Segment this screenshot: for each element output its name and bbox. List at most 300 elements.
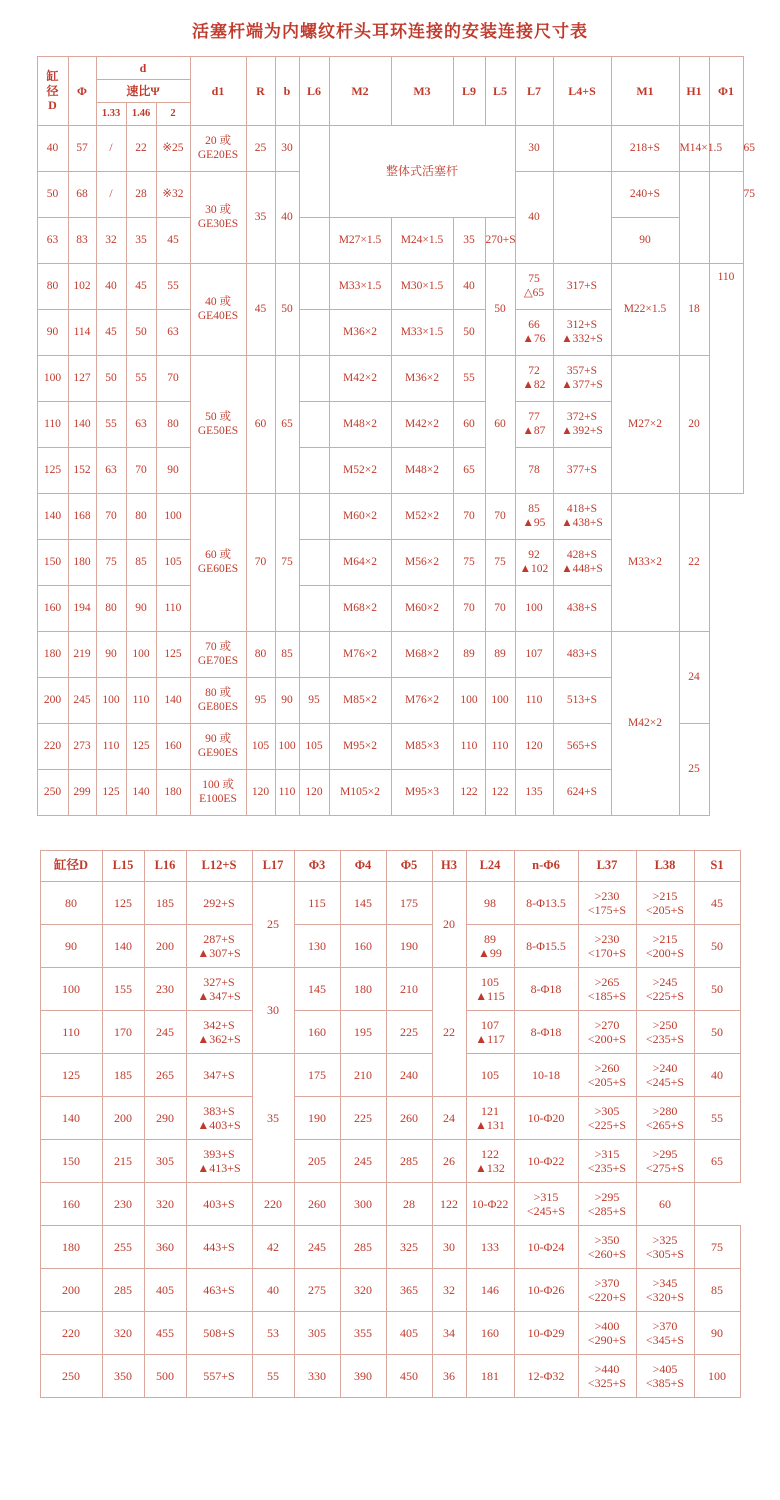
cell-t2-L38-l1: >215: [652, 888, 678, 903]
cell-L7: [515, 540, 553, 586]
cell-t2-L37-l1: >350: [594, 1232, 620, 1247]
cell-L9: 35: [453, 218, 485, 264]
header-t2-n-phi6: n-Φ6: [514, 851, 578, 882]
cell-t2-L15: 125: [102, 882, 144, 925]
cell-t2-n-phi6: 10-Φ29: [514, 1312, 578, 1355]
cell-t2-S1: 50: [694, 968, 740, 1011]
cell-t2-L16: 305: [144, 1140, 186, 1183]
cell-L6: [299, 126, 329, 218]
header-t2-L12S: L12+S: [186, 851, 252, 882]
cell-r146: 70: [126, 448, 156, 494]
cell-t2-phi3: 275: [294, 1269, 340, 1312]
header-t2-L16: L16: [144, 851, 186, 882]
header-t2-S1: S1: [694, 851, 740, 882]
cell-t2-L38-l1: >280: [652, 1103, 678, 1118]
table-row: 40 57 / 22 ※25 20 或 GE20ES 25 30 整体式活塞杆 30 218+S M14×1.5 65: [37, 126, 743, 172]
cell-t2-L37-l2: <325+S: [587, 1376, 627, 1390]
cell-t2-L38-l2: <320+S: [645, 1290, 685, 1304]
header-L7: L7: [515, 57, 553, 126]
cell-d1-l2: E100ES: [199, 792, 237, 805]
table-row: [37, 494, 743, 540]
cell-t2-L38: [636, 1226, 694, 1269]
cell-t2-n-phi6: 8-Φ13.5: [514, 882, 578, 925]
cell-t2-L38-l2: <305+S: [645, 1247, 685, 1261]
header-R: R: [246, 57, 275, 126]
cell-t2-L24: [466, 1140, 514, 1183]
cell-M3: M60×2: [391, 586, 453, 632]
cell-t2-L37-l2: <225+S: [587, 1118, 627, 1132]
cell-t2-S1: 55: [694, 1097, 740, 1140]
cell-t2-phi4: 320: [340, 1269, 386, 1312]
cell-L4S: 513+S: [553, 678, 611, 724]
cell-L4S-l1: 418+S: [566, 502, 598, 515]
table-header-row-1: [37, 57, 743, 80]
header-cylinder-bore: [37, 57, 68, 126]
cell-t2-L24: 122: [432, 1183, 466, 1226]
cell-M3: M85×3: [391, 724, 453, 770]
cell-D: 90: [37, 310, 68, 356]
cell-t2-L17: 30: [252, 968, 294, 1054]
header-t2-phi5: Φ5: [386, 851, 432, 882]
cell-integral-rod-note: 整体式活塞杆: [329, 126, 515, 218]
cell-M2: M42×2: [329, 356, 391, 402]
cell-t2-L38: [636, 1011, 694, 1054]
cell-d1-l2: GE70ES: [197, 654, 239, 667]
cell-D: 63: [37, 218, 68, 264]
cell-t2-L24-l2: ▲117: [475, 1032, 505, 1046]
cell-L9: 65: [453, 448, 485, 494]
cell-t2-L38: [636, 882, 694, 925]
cell-t2-L12S: [186, 1140, 252, 1183]
cell-L4S-l2: ▲438+S: [561, 516, 603, 529]
cell-t2-L38-l1: >295: [652, 1146, 678, 1161]
cell-d1: [190, 356, 246, 494]
cell-r146: 45: [126, 264, 156, 310]
table-row: [40, 1226, 740, 1269]
cell-phi: 245: [68, 678, 96, 724]
cell-t2-n-phi6: 8-Φ18: [514, 968, 578, 1011]
cell-L9: 75: [453, 540, 485, 586]
cell-t2-phi5: 450: [386, 1355, 432, 1398]
cell-t2-D: 80: [40, 882, 102, 925]
cell-L6: [299, 310, 329, 356]
cell-M2: M52×2: [329, 448, 391, 494]
cell-t2-phi5: 325: [386, 1226, 432, 1269]
cell-d1-l1: 80 或: [205, 686, 231, 699]
cell-phi: 273: [68, 724, 96, 770]
cell-t2-L17: 40: [252, 1269, 294, 1312]
cell-M3: M33×1.5: [391, 310, 453, 356]
header-t2-L37: L37: [578, 851, 636, 882]
cell-t2-S1: 45: [694, 882, 740, 925]
cell-H1: 25: [679, 724, 709, 816]
cell-L6: 95: [299, 678, 329, 724]
cell-t2-L16: 290: [144, 1097, 186, 1140]
cell-L6: 105: [299, 724, 329, 770]
cell-t2-L15: 170: [102, 1011, 144, 1054]
cell-t2-n-phi6: 10-Φ24: [514, 1226, 578, 1269]
cell-d1-l1: 30 或: [205, 203, 231, 216]
cell-t2-L37-l2: <170+S: [587, 946, 627, 960]
cell-t2-H3: 30: [432, 1226, 466, 1269]
cell-b: 30: [275, 126, 299, 172]
cell-t2-L37: [578, 1226, 636, 1269]
cell-L7: 120: [515, 724, 553, 770]
cell-L9: 60: [453, 402, 485, 448]
cell-r146: 85: [126, 540, 156, 586]
cell-r133: 125: [96, 770, 126, 816]
cell-t2-L12S: [186, 1011, 252, 1054]
cell-r2: 125: [156, 632, 190, 678]
cell-r2: 160: [156, 724, 190, 770]
cell-M1: M27×2: [611, 356, 679, 494]
cell-d1-l2: GE80ES: [197, 700, 239, 713]
cell-r133: 63: [96, 448, 126, 494]
cell-d1: [190, 678, 246, 724]
cell-t2-L12S: 557+S: [186, 1355, 252, 1398]
table-row: [37, 264, 743, 310]
cell-t2-phi3: 160: [294, 1011, 340, 1054]
cell-D: 125: [37, 448, 68, 494]
cell-t2-L37: [578, 882, 636, 925]
header-t2-phi4: Φ4: [340, 851, 386, 882]
cell-L6: [299, 586, 329, 632]
cell-t2-L38-l2: <345+S: [645, 1333, 685, 1347]
header-b: b: [275, 57, 299, 126]
cell-L6: [299, 632, 329, 678]
cell-t2-L38-l2: <225+S: [645, 989, 685, 1003]
cell-L7-l2: ▲95: [522, 516, 546, 529]
cell-L7-l1: 75: [528, 272, 540, 285]
cell-t2-L37-l1: >305: [594, 1103, 620, 1118]
cell-t2-L37-l1: >230: [594, 888, 620, 903]
cell-t2-phi3: 190: [294, 1097, 340, 1140]
cell-t2-L16: 265: [144, 1054, 186, 1097]
cell-r146: 125: [126, 724, 156, 770]
cell-d1: [190, 770, 246, 816]
cell-t2-phi5: 210: [386, 968, 432, 1011]
cell-M3: M76×2: [391, 678, 453, 724]
cell-phi: 194: [68, 586, 96, 632]
cell-L6: [299, 540, 329, 586]
header-t2-L38: L38: [636, 851, 694, 882]
cell-L7: [515, 310, 553, 356]
cell-L4S: 270+S: [485, 218, 515, 264]
cell-t2-phi4: 355: [340, 1312, 386, 1355]
cell-R: 70: [246, 494, 275, 632]
cell-t2-S1: 60: [636, 1183, 694, 1226]
cell-t2-phi3: 175: [294, 1054, 340, 1097]
cell-L5: 60: [485, 356, 515, 494]
cell-D: 220: [37, 724, 68, 770]
cell-t2-D: 180: [40, 1226, 102, 1269]
cell-L4S-l1: 312+S: [566, 318, 598, 331]
cell-t2-phi5: 190: [386, 925, 432, 968]
cell-r2: 63: [156, 310, 190, 356]
cell-t2-phi3: 130: [294, 925, 340, 968]
cell-t2-L24-l2: ▲99: [478, 946, 502, 960]
header-M3: M3: [391, 57, 453, 126]
header-L9: L9: [453, 57, 485, 126]
cell-d1: [190, 632, 246, 678]
cell-r146: 35: [126, 218, 156, 264]
cell-L5: 30: [515, 126, 553, 172]
cell-t2-H3: 36: [432, 1355, 466, 1398]
header-t2-L24: L24: [466, 851, 514, 882]
cell-phi: 180: [68, 540, 96, 586]
cell-t2-L37: [578, 1312, 636, 1355]
cell-d1: [190, 264, 246, 356]
cell-t2-L12S-l2: ▲347+S: [197, 989, 241, 1003]
cell-d1-l2: GE60ES: [197, 562, 239, 575]
cell-d1-l2: GE20ES: [197, 148, 239, 161]
cell-t2-L37-l1: >260: [594, 1060, 620, 1075]
cell-t2-L38: [636, 1312, 694, 1355]
cell-L4S-l1: 357+S: [566, 364, 598, 377]
cell-t2-L38: [636, 925, 694, 968]
cell-t2-phi4: 260: [294, 1183, 340, 1226]
cell-L7-l2: ▲102: [519, 562, 549, 575]
cell-M2: M95×2: [329, 724, 391, 770]
cell-t2-L37-l1: >440: [594, 1361, 620, 1376]
cell-t2-L16: 320: [144, 1183, 186, 1226]
cell-r2: ※25: [156, 126, 190, 172]
cell-d1: [190, 724, 246, 770]
header-L5: L5: [485, 57, 515, 126]
cell-D: 250: [37, 770, 68, 816]
cell-t2-L15: 215: [102, 1140, 144, 1183]
cell-phi: 168: [68, 494, 96, 540]
cell-L4S: [553, 494, 611, 540]
header-ratio-2: 2: [156, 103, 190, 126]
cell-t2-L24-l1: 107: [481, 1017, 499, 1032]
cell-L7: 110: [515, 678, 553, 724]
cell-r133: /: [96, 126, 126, 172]
cell-t2-L15: 320: [102, 1312, 144, 1355]
cell-d1: [190, 172, 246, 264]
cell-t2-L24: 133: [466, 1226, 514, 1269]
cell-t2-D: 220: [40, 1312, 102, 1355]
cell-M3: M52×2: [391, 494, 453, 540]
cell-t2-L24-l2: ▲132: [475, 1161, 505, 1175]
cell-t2-L12S: 403+S: [186, 1183, 252, 1226]
cell-L9: 70: [453, 586, 485, 632]
cell-r146: 80: [126, 494, 156, 540]
cell-t2-L12S-l1: 383+S: [203, 1103, 235, 1118]
cell-t2-n-phi6: 10-Φ22: [466, 1183, 514, 1226]
header-d-group: d: [96, 57, 190, 80]
cell-L4S-l2: ▲392+S: [561, 424, 603, 437]
cell-t2-L37: [578, 1054, 636, 1097]
cell-L5: 122: [485, 770, 515, 816]
cell-r146: 55: [126, 356, 156, 402]
cell-b: 85: [275, 632, 299, 678]
cell-r133: 50: [96, 356, 126, 402]
cell-D: 40: [37, 126, 68, 172]
cell-t2-L37: [578, 1097, 636, 1140]
page-title: 活塞杆端为内螺纹杆头耳环连接的安装连接尺寸表: [192, 22, 588, 41]
cell-L6: 120: [299, 770, 329, 816]
cell-d1-l2: GE90ES: [197, 746, 239, 759]
cell-t2-L24: 146: [466, 1269, 514, 1312]
cell-t2-phi5: 365: [386, 1269, 432, 1312]
header-ratio-133: 1.33: [96, 103, 126, 126]
cell-t2-H3: 28: [386, 1183, 432, 1226]
cell-t2-phi3: 115: [294, 882, 340, 925]
cell-t2-L38-l2: <265+S: [645, 1118, 685, 1132]
cell-t2-phi4: 145: [340, 882, 386, 925]
cell-t2-D: 90: [40, 925, 102, 968]
cell-t2-D: 110: [40, 1011, 102, 1054]
cell-t2-phi4: 180: [340, 968, 386, 1011]
cell-t2-L37-l1: >230: [594, 931, 620, 946]
cell-t2-L38: [636, 1140, 694, 1183]
cell-r133: 90: [96, 632, 126, 678]
header-t2-phi3: Φ3: [294, 851, 340, 882]
cell-b: 100: [275, 724, 299, 770]
cell-t2-L24-l2: ▲115: [475, 989, 505, 1003]
cell-D: 50: [37, 172, 68, 218]
cell-d1-l2: GE50ES: [197, 424, 239, 437]
cell-r2: 55: [156, 264, 190, 310]
cell-L7-l2: △65: [523, 286, 545, 299]
cell-r133: 80: [96, 586, 126, 632]
cell-t2-L16: 455: [144, 1312, 186, 1355]
cell-t2-L37-l2: <290+S: [587, 1333, 627, 1347]
cell-t2-L24: 98: [466, 882, 514, 925]
cell-L4S-l2: ▲448+S: [561, 562, 603, 575]
cell-t2-L37-l2: <245+S: [526, 1204, 566, 1218]
cell-t2-n-phi6: 12-Φ32: [514, 1355, 578, 1398]
cell-t2-phi4: 245: [340, 1140, 386, 1183]
cell-t2-L38-l2: <235+S: [645, 1032, 685, 1046]
cell-L6: [299, 356, 329, 402]
cell-M1: M14×1.5: [679, 126, 709, 172]
cell-b: 90: [275, 678, 299, 724]
cell-t2-L24-l1: 122: [481, 1146, 499, 1161]
cell-t2-L38-l2: <245+S: [645, 1075, 685, 1089]
cell-t2-L37: [578, 1355, 636, 1398]
cell-t2-L24: 181: [466, 1355, 514, 1398]
cell-r133: /: [96, 172, 126, 218]
cell-r146: 50: [126, 310, 156, 356]
header-t2-D: 缸径D: [40, 851, 102, 882]
cell-M3: M95×3: [391, 770, 453, 816]
cell-t2-phi3: 305: [294, 1312, 340, 1355]
cell-phi: 299: [68, 770, 96, 816]
cell-t2-L37-l2: <175+S: [587, 903, 627, 917]
header-L4S: L4+S: [553, 57, 611, 126]
cell-t2-L12S-l2: ▲413+S: [197, 1161, 241, 1175]
cell-t2-D: 200: [40, 1269, 102, 1312]
cell-r2: 180: [156, 770, 190, 816]
cell-t2-D: 140: [40, 1097, 102, 1140]
cell-t2-phi4: 390: [340, 1355, 386, 1398]
cell-L7: 107: [515, 632, 553, 678]
cell-t2-phi5: 225: [386, 1011, 432, 1054]
header-t2-H3: H3: [432, 851, 466, 882]
cell-r146: 90: [126, 586, 156, 632]
cell-L7: [553, 172, 611, 264]
cell-M3: M56×2: [391, 540, 453, 586]
cell-M2: M27×1.5: [329, 218, 391, 264]
cell-t2-L38-l1: >295: [594, 1189, 620, 1204]
header-L6: L6: [299, 57, 329, 126]
cell-L7-l2: ▲87: [522, 424, 546, 437]
cell-t2-H3: 20: [432, 882, 466, 968]
cell-b: 40: [275, 172, 299, 264]
cell-R: 60: [246, 356, 275, 494]
cell-t2-L12S-l2: ▲307+S: [197, 946, 241, 960]
cell-L4S: 218+S: [611, 126, 679, 172]
header-phi1: Φ1: [709, 57, 743, 126]
cell-t2-L15: 200: [102, 1097, 144, 1140]
cell-r146: 28: [126, 172, 156, 218]
cell-t2-phi3: 205: [294, 1140, 340, 1183]
header-d1: d1: [190, 57, 246, 126]
cell-d1: [190, 126, 246, 172]
cell-t2-L38-l2: <285+S: [587, 1204, 627, 1218]
cell-L7: 100: [515, 586, 553, 632]
cell-t2-L37: [578, 1011, 636, 1054]
cell-t2-L37-l2: <235+S: [587, 1161, 627, 1175]
cell-L7: [553, 126, 611, 172]
cell-D: 160: [37, 586, 68, 632]
cell-L6: [299, 448, 329, 494]
cell-t2-L15: 185: [102, 1054, 144, 1097]
cell-t2-L24: 160: [466, 1312, 514, 1355]
cell-phi: 219: [68, 632, 96, 678]
table-row: [37, 356, 743, 402]
cell-t2-L38: [578, 1183, 636, 1226]
cell-r133: 55: [96, 402, 126, 448]
cell-t2-L17: 42: [252, 1226, 294, 1269]
cell-r2: 45: [156, 218, 190, 264]
cell-t2-phi3: 220: [252, 1183, 294, 1226]
cell-phi: 114: [68, 310, 96, 356]
cell-t2-L24-l1: 105: [481, 974, 499, 989]
cell-L7-l1: 66: [528, 318, 540, 331]
cell-t2-L24-l1: 89: [484, 931, 496, 946]
header-ratio-146: 1.46: [126, 103, 156, 126]
cell-d1-l1: 50 或: [205, 410, 231, 423]
cell-phi: 102: [68, 264, 96, 310]
cell-t2-L37-l1: >315: [594, 1146, 620, 1161]
cell-t2-L12S: 347+S: [186, 1054, 252, 1097]
cell-t2-L17: 25: [252, 882, 294, 968]
cell-t2-H3: 34: [432, 1312, 466, 1355]
cell-t2-L12S: 463+S: [186, 1269, 252, 1312]
cell-r133: 75: [96, 540, 126, 586]
cell-r146: 110: [126, 678, 156, 724]
cell-L7-l2: ▲82: [522, 378, 546, 391]
cell-t2-phi4: 210: [340, 1054, 386, 1097]
cell-t2-L37-l2: <185+S: [587, 989, 627, 1003]
cell-L7-l2: ▲76: [522, 332, 546, 345]
cell-M2: M36×2: [329, 310, 391, 356]
cell-r133: 40: [96, 264, 126, 310]
table-row: [40, 1097, 740, 1140]
cell-t2-L12S: [186, 925, 252, 968]
cell-M2: M76×2: [329, 632, 391, 678]
cell-L4S-l2: ▲377+S: [561, 378, 603, 391]
cell-t2-L12S: 292+S: [186, 882, 252, 925]
cell-t2-L12S: 443+S: [186, 1226, 252, 1269]
cell-b: 110: [275, 770, 299, 816]
cell-t2-phi5: 405: [386, 1312, 432, 1355]
cell-t2-L38-l1: >240: [652, 1060, 678, 1075]
cell-r146: 100: [126, 632, 156, 678]
